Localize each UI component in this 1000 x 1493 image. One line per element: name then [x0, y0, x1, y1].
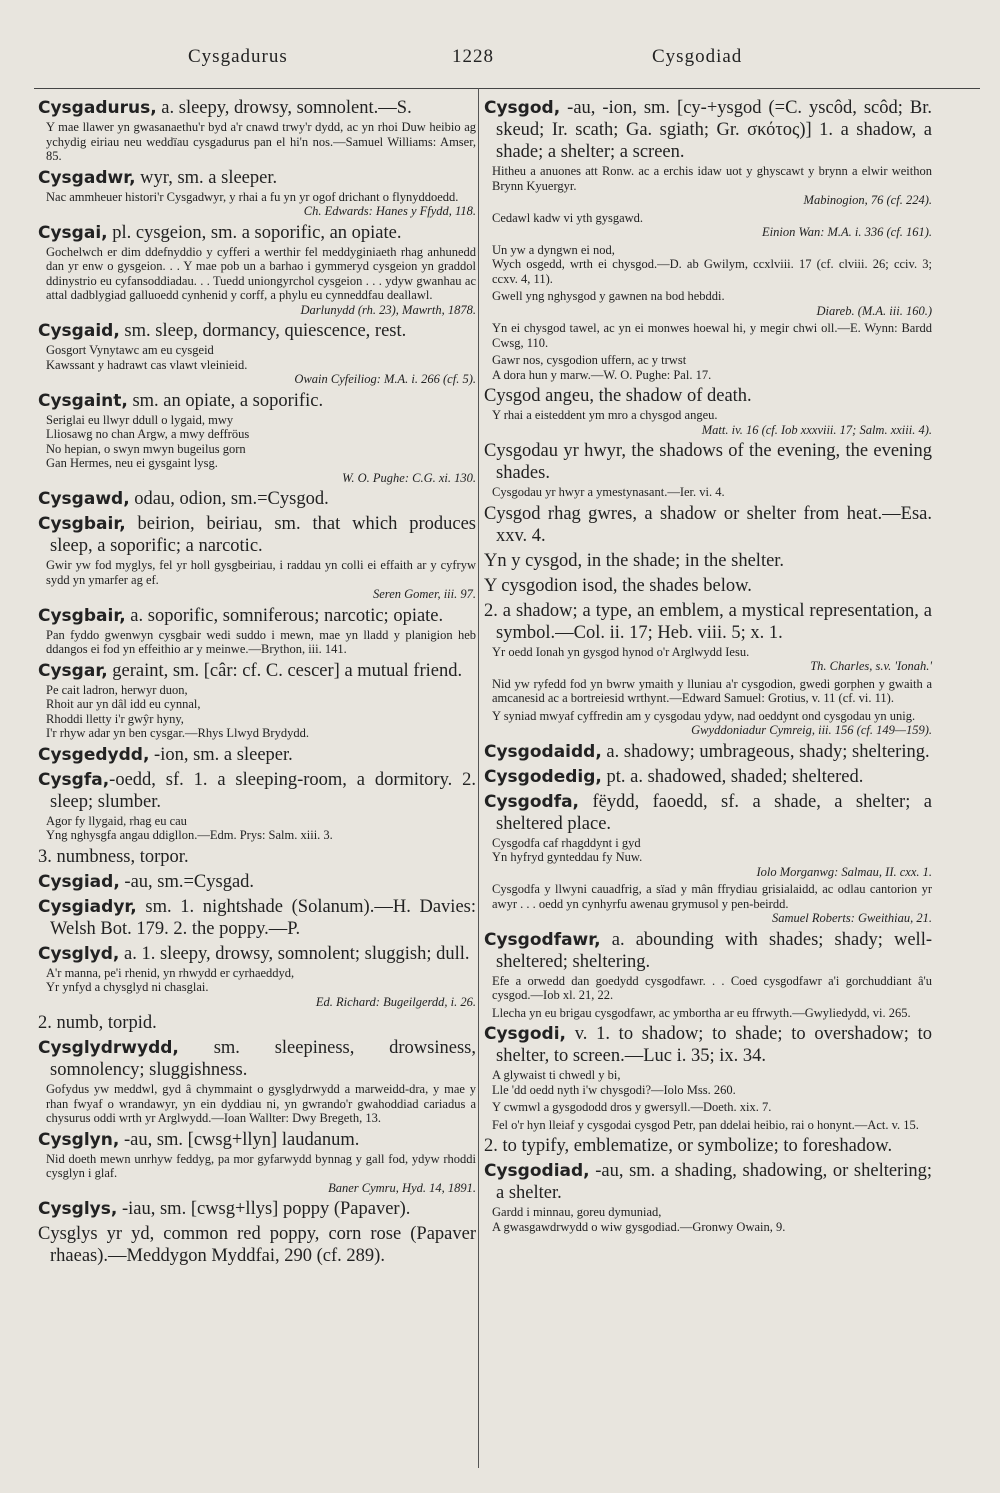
- citation: [484, 974, 932, 1003]
- citation-text: Cedawl kadw vi yth gysgawd.: [492, 210, 644, 225]
- definition: -au, sm. [cwsg+llyn] laudanum.: [119, 1129, 360, 1150]
- entry-headword-line: [38, 943, 476, 965]
- entry-headword-line: [38, 513, 476, 557]
- definition: v. 1. to shadow; to shade; to overshadow; to shelter, to screen.—Luc i. 35; ix. 34.: [496, 1024, 932, 1066]
- citation: [38, 814, 476, 843]
- headword: Cysglyn,: [38, 1129, 120, 1150]
- citation-text: Efe a orwedd dan goedydd cysgodfawr. . . Coed cysgodfawr a'i gorchuddiant â'u cysgod.—Iob xl. 21, 22.: [492, 973, 932, 1002]
- entry-headword-line: [484, 741, 932, 763]
- citation: [38, 683, 476, 741]
- citation-source: Seren Gomer, iii. 97.: [373, 587, 476, 601]
- page-number: 1228: [452, 46, 494, 67]
- citation: [38, 120, 476, 164]
- headword: Cysgai,: [38, 222, 108, 243]
- citation-text: Gardd i minnau, goreu dymuniad, A gwasgawdrwydd o wiw gysgodiad.—Gronwy Owain, 9.: [492, 1205, 786, 1234]
- headword: Cysgodfawr,: [484, 929, 601, 950]
- citation: [484, 1006, 932, 1021]
- citation-text: A'r manna, pe'i rhenid, yn rhwydd er cyrhaeddyd, Yr ynfyd a chysglyd ni chasglai.: [46, 965, 295, 994]
- citation-source: Baner Cymru, Hyd. 14, 1891.: [328, 1180, 476, 1195]
- entry-headword-line: [38, 390, 476, 412]
- entry-headword-line: [484, 766, 932, 788]
- definition: pl. cysgeion, sm. a soporific, an opiate.: [107, 222, 402, 243]
- headword: Cysgaid,: [38, 321, 120, 341]
- definition: sm. 1. nightshade (Solanum).—H. Davies: Welsh Bot. 179. 2. the poppy.—P.: [50, 896, 476, 939]
- citation: [484, 1118, 932, 1133]
- sense-line: Cysglys yr yd, common red poppy, corn rose (Papaver rhaeas).—Meddygon Myddfai, 290 (cf. 289).: [38, 1224, 476, 1266]
- citation-text: Cysgodfa caf rhagddynt i gyd Yn hyfryd gynteddau fy Nuw.: [492, 835, 643, 864]
- headword: Cysgiadyr,: [38, 896, 137, 917]
- definition: -au, sm.=Cysgad.: [119, 871, 255, 892]
- citation: [484, 321, 932, 350]
- definition: sm. an opiate, a soporific.: [127, 390, 324, 411]
- citation-text: Gwell yng nghysgod y gawnen na bod hebddi.: [492, 289, 725, 303]
- citation-text: Hitheu a anuones att Ronw. ac a erchis idaw uot y ghyscawt y brynn a elwir weithon Brynn Kyuergyr.: [492, 164, 932, 193]
- citation: [38, 190, 476, 219]
- citation-text: Gwir yw fod myglys, fel yr holl gysgbeiriau, i raddau yn colli ei effaith ar y cyfryw sydd yn ymarfer ag ef.: [46, 558, 476, 587]
- citation-source: Diareb. (M.A. iii. 160.): [816, 303, 932, 318]
- sense-line: 2. a shadow; a type, an emblem, a mystical representation, a symbol.—Col. ii. 17; Heb. viii. 5; x. 1.: [484, 600, 932, 643]
- citation-text: Cysgodfa y llwyni cauadfrig, a sïad y mân ffrydiau grisialaidd, ac odlau cantorion yr awyr . . . oedd yn cynhyrfu awenau grymusol y pen-beirdd.: [492, 882, 932, 911]
- citation: [38, 413, 476, 486]
- citation-text: Pe cait ladron, herwyr duon, Rhoit aur yn dâl idd eu cynnal, Rhoddi lletty i'r gwŷr hyny, I'r rhyw adar yn ben cysgar.—Rhys Llwyd Brydydd.: [46, 682, 309, 740]
- citation-text: A glywaist ti chwedl y bi, Lle 'dd oedd nyth i'w chysgodi?—Iolo Mss. 260.: [492, 1068, 736, 1097]
- headword: Cysglys,: [38, 1199, 118, 1219]
- citation: [484, 289, 932, 318]
- headword: Cysgawd,: [38, 489, 130, 509]
- running-header: [0, 46, 1000, 80]
- headword: Cysgod,: [484, 98, 561, 118]
- headword: Cysgadurus,: [38, 98, 157, 118]
- citation-source: Owain Cyfeiliog: M.A. i. 266 (cf. 5).: [294, 372, 476, 386]
- definition: geraint, sm. [câr: cf. C. cescer] a mutual friend.: [107, 660, 463, 681]
- definition: -ion, sm. a sleeper.: [149, 744, 293, 765]
- citation: [38, 966, 476, 1010]
- entry-headword-line: [38, 1037, 476, 1081]
- citation: [484, 836, 932, 880]
- definition: wyr, sm. a sleeper.: [135, 167, 278, 188]
- entry-headword-line: [38, 1129, 476, 1151]
- citation-source: Samuel Roberts: Gweithiau, 21.: [771, 911, 932, 925]
- sense-line: Yn y cysgod, in the shade; in the shelter.: [484, 550, 785, 571]
- citation-source: Ch. Edwards: Hanes y Ffydd, 118.: [303, 204, 476, 218]
- citation-text: Nid doeth mewn unrhyw feddyg, pa mor gyfarwydd bynnag y gall fod, ydyw rhoddi cysglyn i glaf.: [46, 1151, 476, 1180]
- citation: [484, 677, 932, 706]
- citation-text: Agor fy llygaid, rhag eu cau Yng nghysgfa angau ddigllon.—Edm. Prys: Salm. xiii. 3.: [46, 813, 333, 842]
- headword: Cysgbair,: [38, 605, 126, 626]
- citation: [38, 1082, 476, 1126]
- citation: [484, 353, 932, 382]
- headword: Cysgodedig,: [484, 766, 602, 787]
- entry-headword-line: [38, 167, 476, 189]
- entry-headword-line: [38, 896, 476, 940]
- definition: a. abounding with shades; shady; well-sheltered; sheltering.: [496, 929, 932, 972]
- sense-line: Cysgod rhag gwres, a shadow or shelter from heat.—Esa. xxv. 4.: [484, 503, 932, 546]
- sense-line: 3. numbness, torpor.: [38, 846, 189, 867]
- citation: [484, 882, 932, 926]
- headword: Cysgodiad,: [484, 1161, 590, 1181]
- headword: Cysgodi,: [484, 1024, 566, 1044]
- citation-text: Pan fyddo gwenwyn cysgbair wedi suddo i mewn, mae yn lladd y planigion heb ddangos ei fod yn effeithio ar y meinwe.—Brython, iii. 141.: [46, 627, 476, 656]
- definition: a. shadowy; umbrageous, shady; sheltering.: [601, 741, 930, 762]
- citation: [484, 709, 932, 738]
- headword: Cysgfa,: [38, 769, 110, 790]
- citation: [484, 645, 932, 674]
- right-column: [484, 94, 932, 1237]
- citation-text: Gosgort Vynytawc am eu cysgeid Kawssant y hadrawt cas vlawt vleinieid.: [46, 343, 248, 372]
- definition: a. soporific, somniferous; narcotic; opiate.: [125, 605, 444, 626]
- citation-text: Gochelwch er dim ddefnyddio y cyfferi a werthir fel meddyginiaeth rhag anhunedd dan yr enw o gysgeion. . . Y mae pob un a barhao i gymmeryd cysgeion yn graddol ddinystrio eu cyfansoddiadau. . . Tuedd uniongyrchol cysgeion . . . ydyw gwanhau ac attal dadblygiad galluoedd cynhenid y corff, a phylu eu cynneddfau deallawl.: [46, 244, 476, 302]
- citation-source: Darlunydd (rh. 23), Mawrth, 1878.: [300, 302, 476, 317]
- citation: [38, 343, 476, 387]
- headword: Cysgadwr,: [38, 167, 136, 188]
- citation: [484, 1205, 932, 1234]
- definition: a. 1. sleepy, drowsy, somnolent; sluggish; dull.: [119, 943, 470, 964]
- entry-headword-line: [38, 222, 476, 244]
- definition: sm. sleep, dormancy, quiescence, rest.: [119, 321, 407, 341]
- citation-text: Gofydus yw meddwl, gyd â chymmaint o gysglydrwydd a marweidd-dra, y mae y rhan fwyaf o wrandawyr, yn ein dyddiau ni, yn gwrando'r gwahoddiad cariadus a chysurus oddi wrth yr Arglwydd.—Ioan Wallter: Dwy Bregeth, 13.: [46, 1082, 476, 1125]
- citation: [484, 164, 932, 208]
- definition: -au, sm. a shading, shadowing, or sheltering; a shelter.: [496, 1161, 932, 1203]
- citation-text: Nac ammheuer histori'r Cysgadwyr, y rhai a fu yn yr ogof drichant o flynyddoedd.: [46, 189, 459, 204]
- entry-headword-line: [484, 929, 932, 973]
- definition: odau, odion, sm.=Cysgod.: [129, 489, 329, 509]
- definition: -iau, sm. [cwsg+llys] poppy (Papaver).: [117, 1199, 411, 1219]
- citation-source: Mabinogion, 76 (cf. 224).: [803, 193, 932, 207]
- citation-source: Gwyddoniadur Cymreig, iii. 156 (cf. 149—159).: [691, 723, 932, 737]
- headword: Cysgar,: [38, 660, 108, 681]
- entry-headword-line: [38, 605, 476, 627]
- citation-text: Cysgodau yr hwyr a ymestynasant.—Ier. vi. 4.: [492, 485, 725, 499]
- citation: [484, 485, 932, 500]
- headword: Cysgbair,: [38, 514, 126, 534]
- sense-line: Y cysgodion isod, the shades below.: [484, 575, 752, 596]
- citation: [484, 243, 932, 287]
- citation-text: Yr oedd Ionah yn gysgod hynod o'r Arglwydd Iesu.: [492, 644, 750, 659]
- definition: beirion, beiriau, sm. that which produces sleep, a soporific; a narcotic.: [50, 514, 476, 556]
- entry-headword-line: [484, 97, 932, 163]
- entry-headword-line: [38, 871, 476, 893]
- citation-text: Yn ei chysgod tawel, ac yn ei monwes hoewal hi, y megir chwi oll.—E. Wynn: Bardd Cwsg, 110.: [492, 321, 932, 350]
- left-column: [38, 94, 476, 1267]
- citation-source: Th. Charles, s.v. 'Ionah.': [810, 659, 932, 673]
- sense-line: Cysgodau yr hwyr, the shadows of the evening, the evening shades.: [484, 441, 932, 483]
- citation-source: Ed. Richard: Bugeilgerdd, i. 26.: [315, 994, 476, 1009]
- headword: Cysgaint,: [38, 390, 128, 411]
- citation-text: Y syniad mwyaf cyffredin am y cysgodau ydyw, nad oeddynt ond cysgodau yn unig.: [492, 708, 916, 723]
- headword: Cysgiad,: [38, 871, 120, 892]
- citation-text: Seriglai eu llwyr ddull o lygaid, mwy Lliosawg no chan Argw, a mwy deffröus No hepian, o swyn mwyn bugeilus gorn Gan Hermes, neu ei gysgaint lysg.: [46, 412, 250, 470]
- entry-headword-line: [38, 660, 476, 682]
- entry-headword-line: [38, 769, 476, 813]
- citation: [38, 558, 476, 602]
- citation: [38, 628, 476, 657]
- entry-headword-line: [484, 791, 932, 835]
- header-rule: [34, 88, 980, 89]
- definition: -au, -ion, sm. [cy-+ysgod (=C. yscôd, scôd; Br. skeud; Ir. scath; Ga. sgiath; Gr. σκότος)] 1. a shadow, a shade; a shelter; a screen.: [496, 98, 932, 162]
- headword: Cysgodfa,: [484, 791, 580, 812]
- entry-headword-line: [38, 1198, 476, 1220]
- definition: -oedd, sf. 1. a sleeping-room, a dormitory. 2. sleep; slumber.: [50, 769, 476, 812]
- headword: Cysglyd,: [38, 943, 120, 964]
- column-divider: [478, 88, 479, 1468]
- citation-text: Y cwmwl a gysgododd dros y gwersyll.—Doeth. xix. 7.: [492, 1100, 772, 1114]
- citation-text: Un yw a dyngwn ei nod, Wych osgedd, wrth ei chysgod.—D. ab Gwilym, ccxlviii. 17 (cf. clviii. 26; cciv. 3; ccxv. 4, 11).: [492, 242, 932, 286]
- citation: [484, 1068, 932, 1097]
- sense-line: 2. numb, torpid.: [38, 1013, 157, 1033]
- sense-line: 2. to typify, emblematize, or symbolize; to foreshadow.: [484, 1136, 893, 1156]
- sense-line: Cysgod angeu, the shadow of death.: [484, 386, 752, 406]
- definition: sm. sleepiness, drowsiness, somnolency; sluggishness.: [50, 1038, 476, 1080]
- citation-source: Iolo Morganwg: Salmau, II. cxx. 1.: [756, 864, 932, 879]
- citation-text: Y rhai a eisteddent ym mro a chysgod angeu.: [492, 408, 718, 422]
- headword: Cysgodaidd,: [484, 741, 602, 762]
- entry-headword-line: [38, 744, 476, 766]
- citation: [38, 1152, 476, 1196]
- citation-source: Matt. iv. 16 (cf. Iob xxxviii. 17; Salm. xxiii. 4).: [701, 422, 932, 437]
- citation-text: Nid yw ryfedd fod yn bwrw ymaith y lluniau a'r cysgodion, gwedi gorphen y gwaith a amcanesid ac a bortreiesid wrthynt.—Edward Samuel: Grotius, v. 11 (cf. vi. 11).: [492, 676, 932, 705]
- citation-text: Y mae llawer yn gwasanaethu'r byd a'r cnawd trwy'r dydd, ac yn rhoi Duw heibio ag ychydig eiriau neu weddïau cysgadurus pan el hi'n nos.—Samuel Williams: Amser, 85.: [46, 120, 476, 163]
- headword: Cysglydrwydd,: [38, 1038, 179, 1058]
- entry-headword-line: [484, 1160, 932, 1204]
- header-right-guideword: Cysgodiad: [652, 46, 743, 67]
- citation-source: W. O. Pughe: C.G. xi. 130.: [342, 470, 476, 485]
- citation-text: Llecha yn eu brigau cysgodfawr, ac ymbortha ar eu ffrwyth.—Gwyliedydd, vi. 265.: [492, 1005, 911, 1020]
- entry-headword-line: [484, 1023, 932, 1067]
- entry-headword-line: [38, 488, 476, 510]
- definition: a. sleepy, drowsy, somnolent.—S.: [156, 98, 412, 118]
- definition: fëydd, faoedd, sf. a shade, a shelter; a sheltered place.: [496, 791, 932, 834]
- citation: [484, 408, 932, 437]
- entry-headword-line: [38, 320, 476, 342]
- citation: [484, 211, 932, 240]
- citation-text: Fel o'r hyn lleiaf y cysgodai cysgod Petr, pan ddelai heibio, rai o honynt.—Act. v. 15.: [492, 1117, 919, 1132]
- header-left-guideword: Cysgadurus: [188, 46, 288, 67]
- entry-headword-line: [38, 97, 476, 119]
- headword: Cysgedydd,: [38, 744, 150, 765]
- citation: [38, 245, 476, 318]
- citation-source: Einion Wan: M.A. i. 336 (cf. 161).: [761, 225, 932, 239]
- definition: pt. a. shadowed, shaded; sheltered.: [601, 766, 864, 787]
- citation-text: Gawr nos, cysgodion uffern, ac y trwst A dora hun y marw.—W. O. Pughe: Pal. 17.: [492, 353, 712, 382]
- citation: [484, 1100, 932, 1115]
